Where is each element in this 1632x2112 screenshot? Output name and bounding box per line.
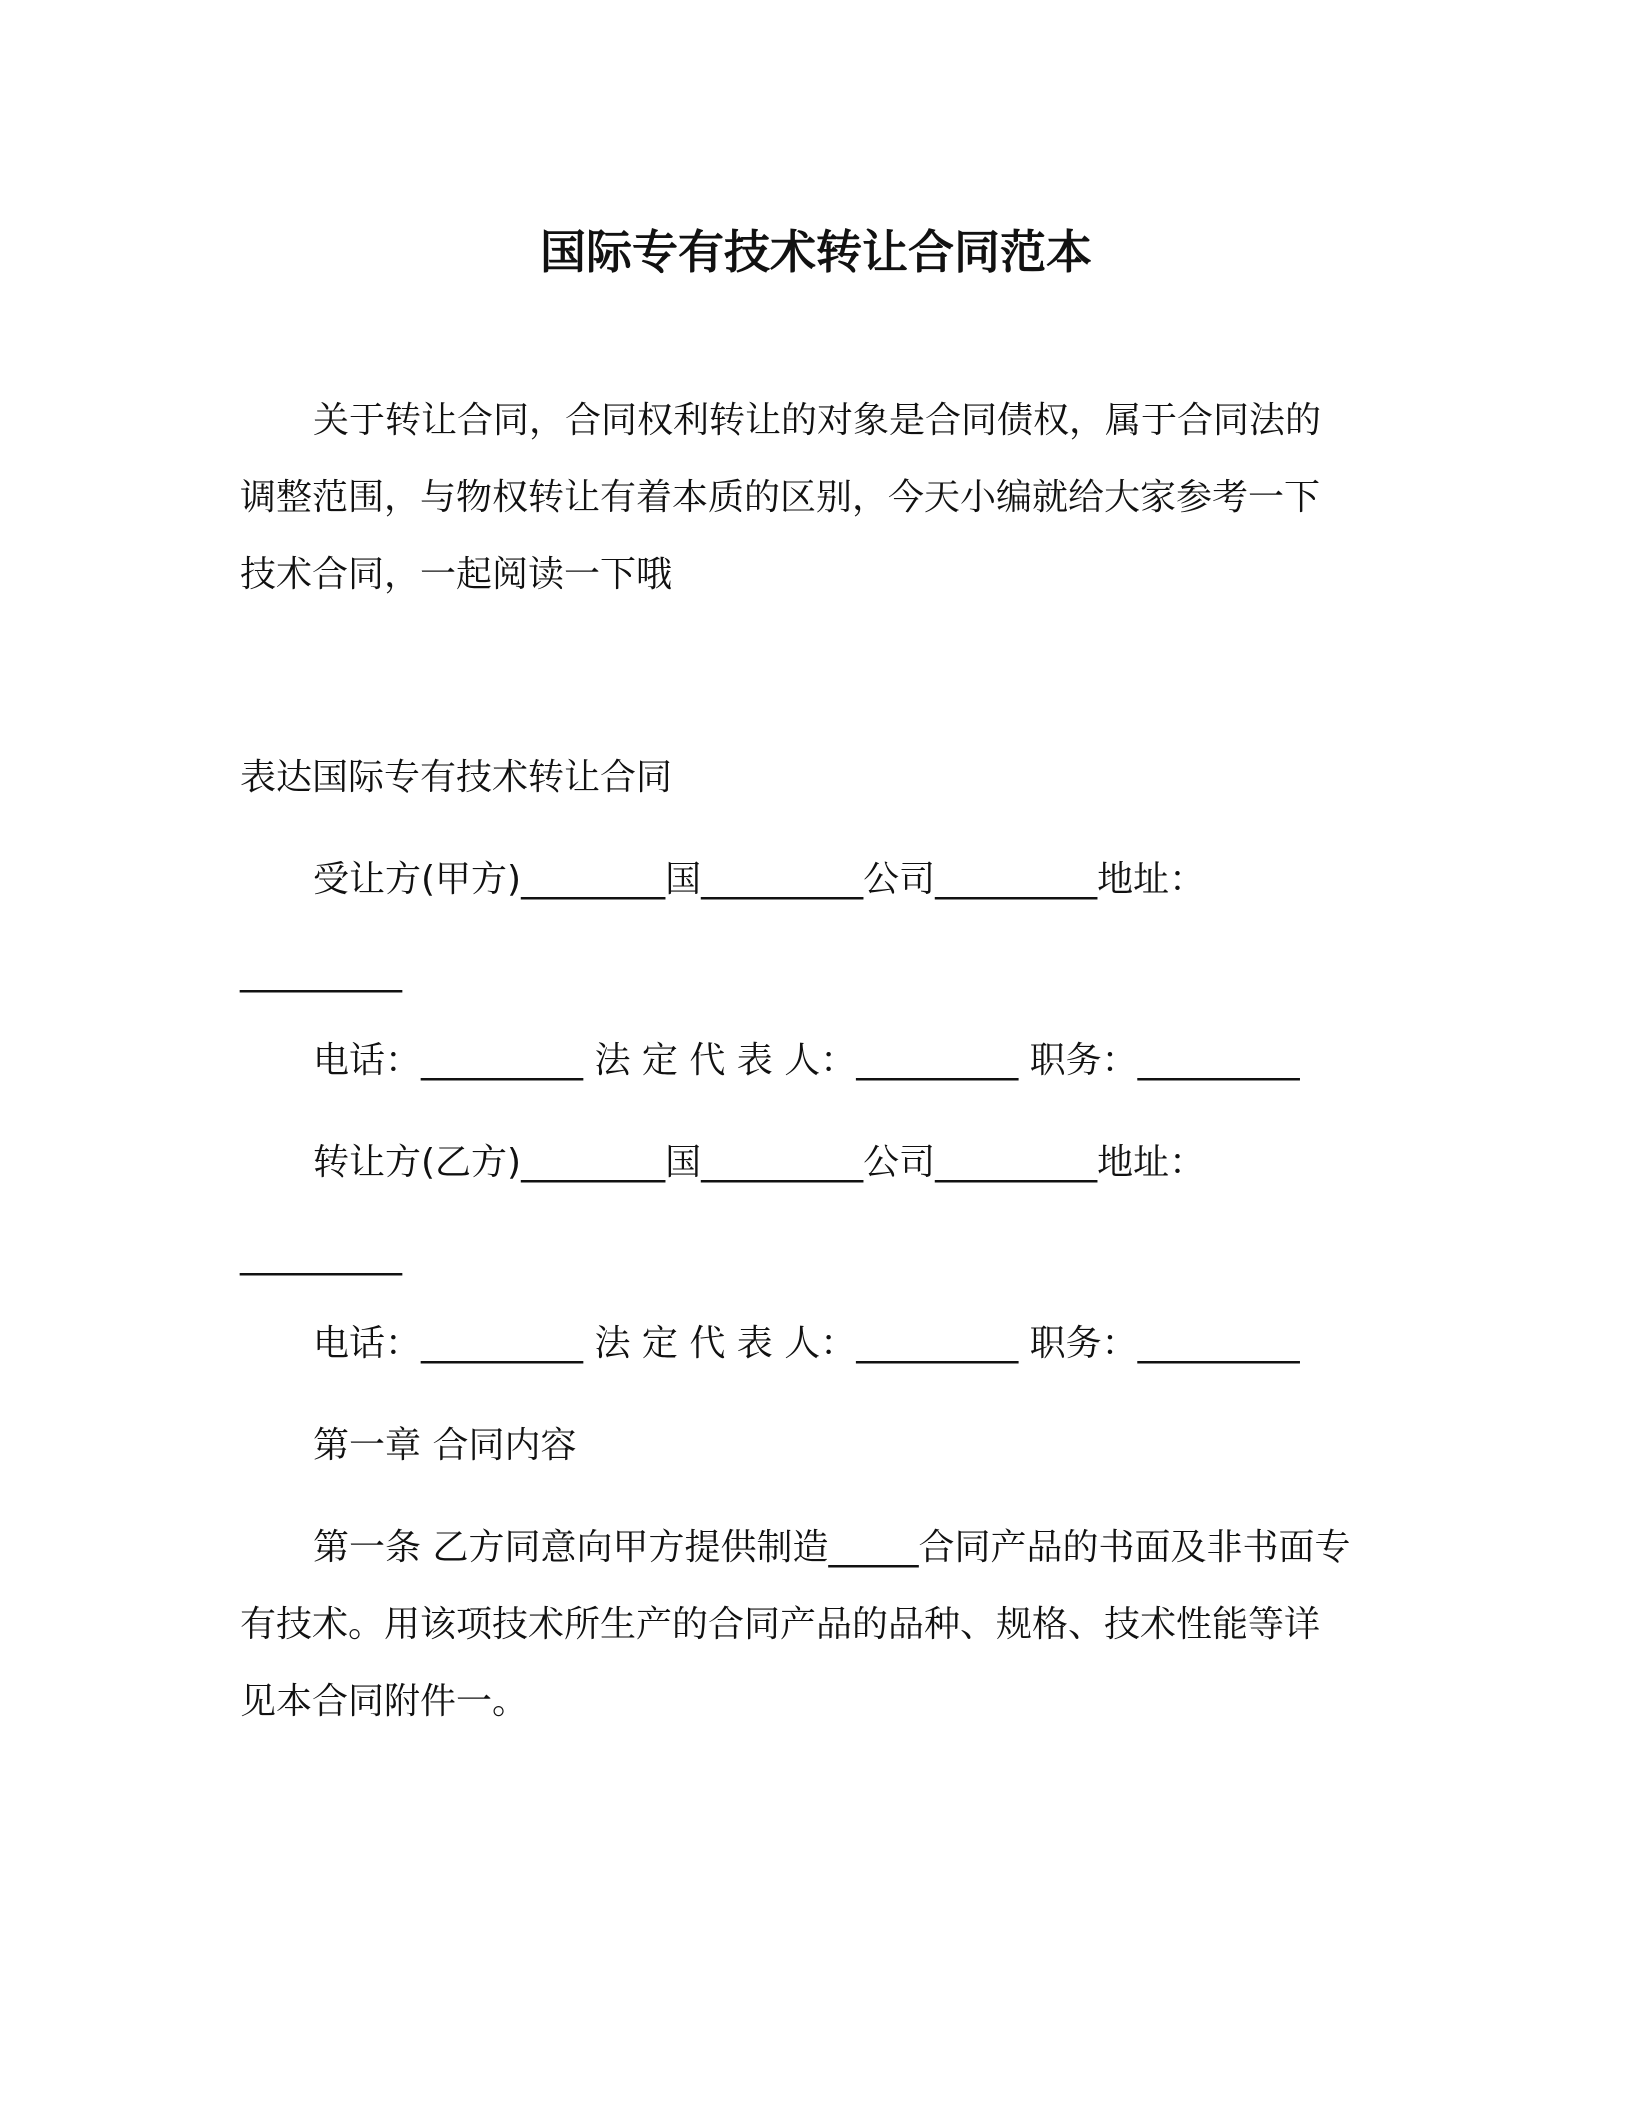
party-b-line-1: 转让方(乙方)________国_________公司_________地址： [313,1142,1206,1183]
article-1-line-2: 有技术。用该项技术所生产的合同产品的品种、规格、技术性能等详 [240,1604,1321,1645]
article-1-line-1: 第一条 乙方同意向甲方提供制造_____合同产品的书面及非书面专 [313,1527,1351,1568]
party-b-line-2: _________ [240,1235,402,1276]
party-a-line-2: _________ [240,952,402,993]
intro-line-1: 关于转让合同，合同权利转让的对象是合同债权，属于合同法的 [313,400,1322,441]
article-1-line-3: 见本合同附件一。 [240,1681,529,1722]
party-b-line-3: 电话：_________ 法 定 代 表 人：_________ 职务：_________ [313,1323,1300,1364]
document-title: 国际专有技术转让合同范本 [540,225,1092,279]
chapter-heading: 第一章 合同内容 [313,1425,577,1466]
contract-subtitle: 表达国际专有技术转让合同 [240,757,673,798]
party-a-line-3: 电话：_________ 法 定 代 表 人：_________ 职务：_________ [313,1040,1300,1081]
party-a-line-1: 受让方(甲方)________国_________公司_________地址： [313,859,1206,900]
intro-line-2: 调整范围，与物权转让有着本质的区别，今天小编就给大家参考一下 [240,477,1321,518]
intro-line-3: 技术合同，一起阅读一下哦 [240,554,673,595]
